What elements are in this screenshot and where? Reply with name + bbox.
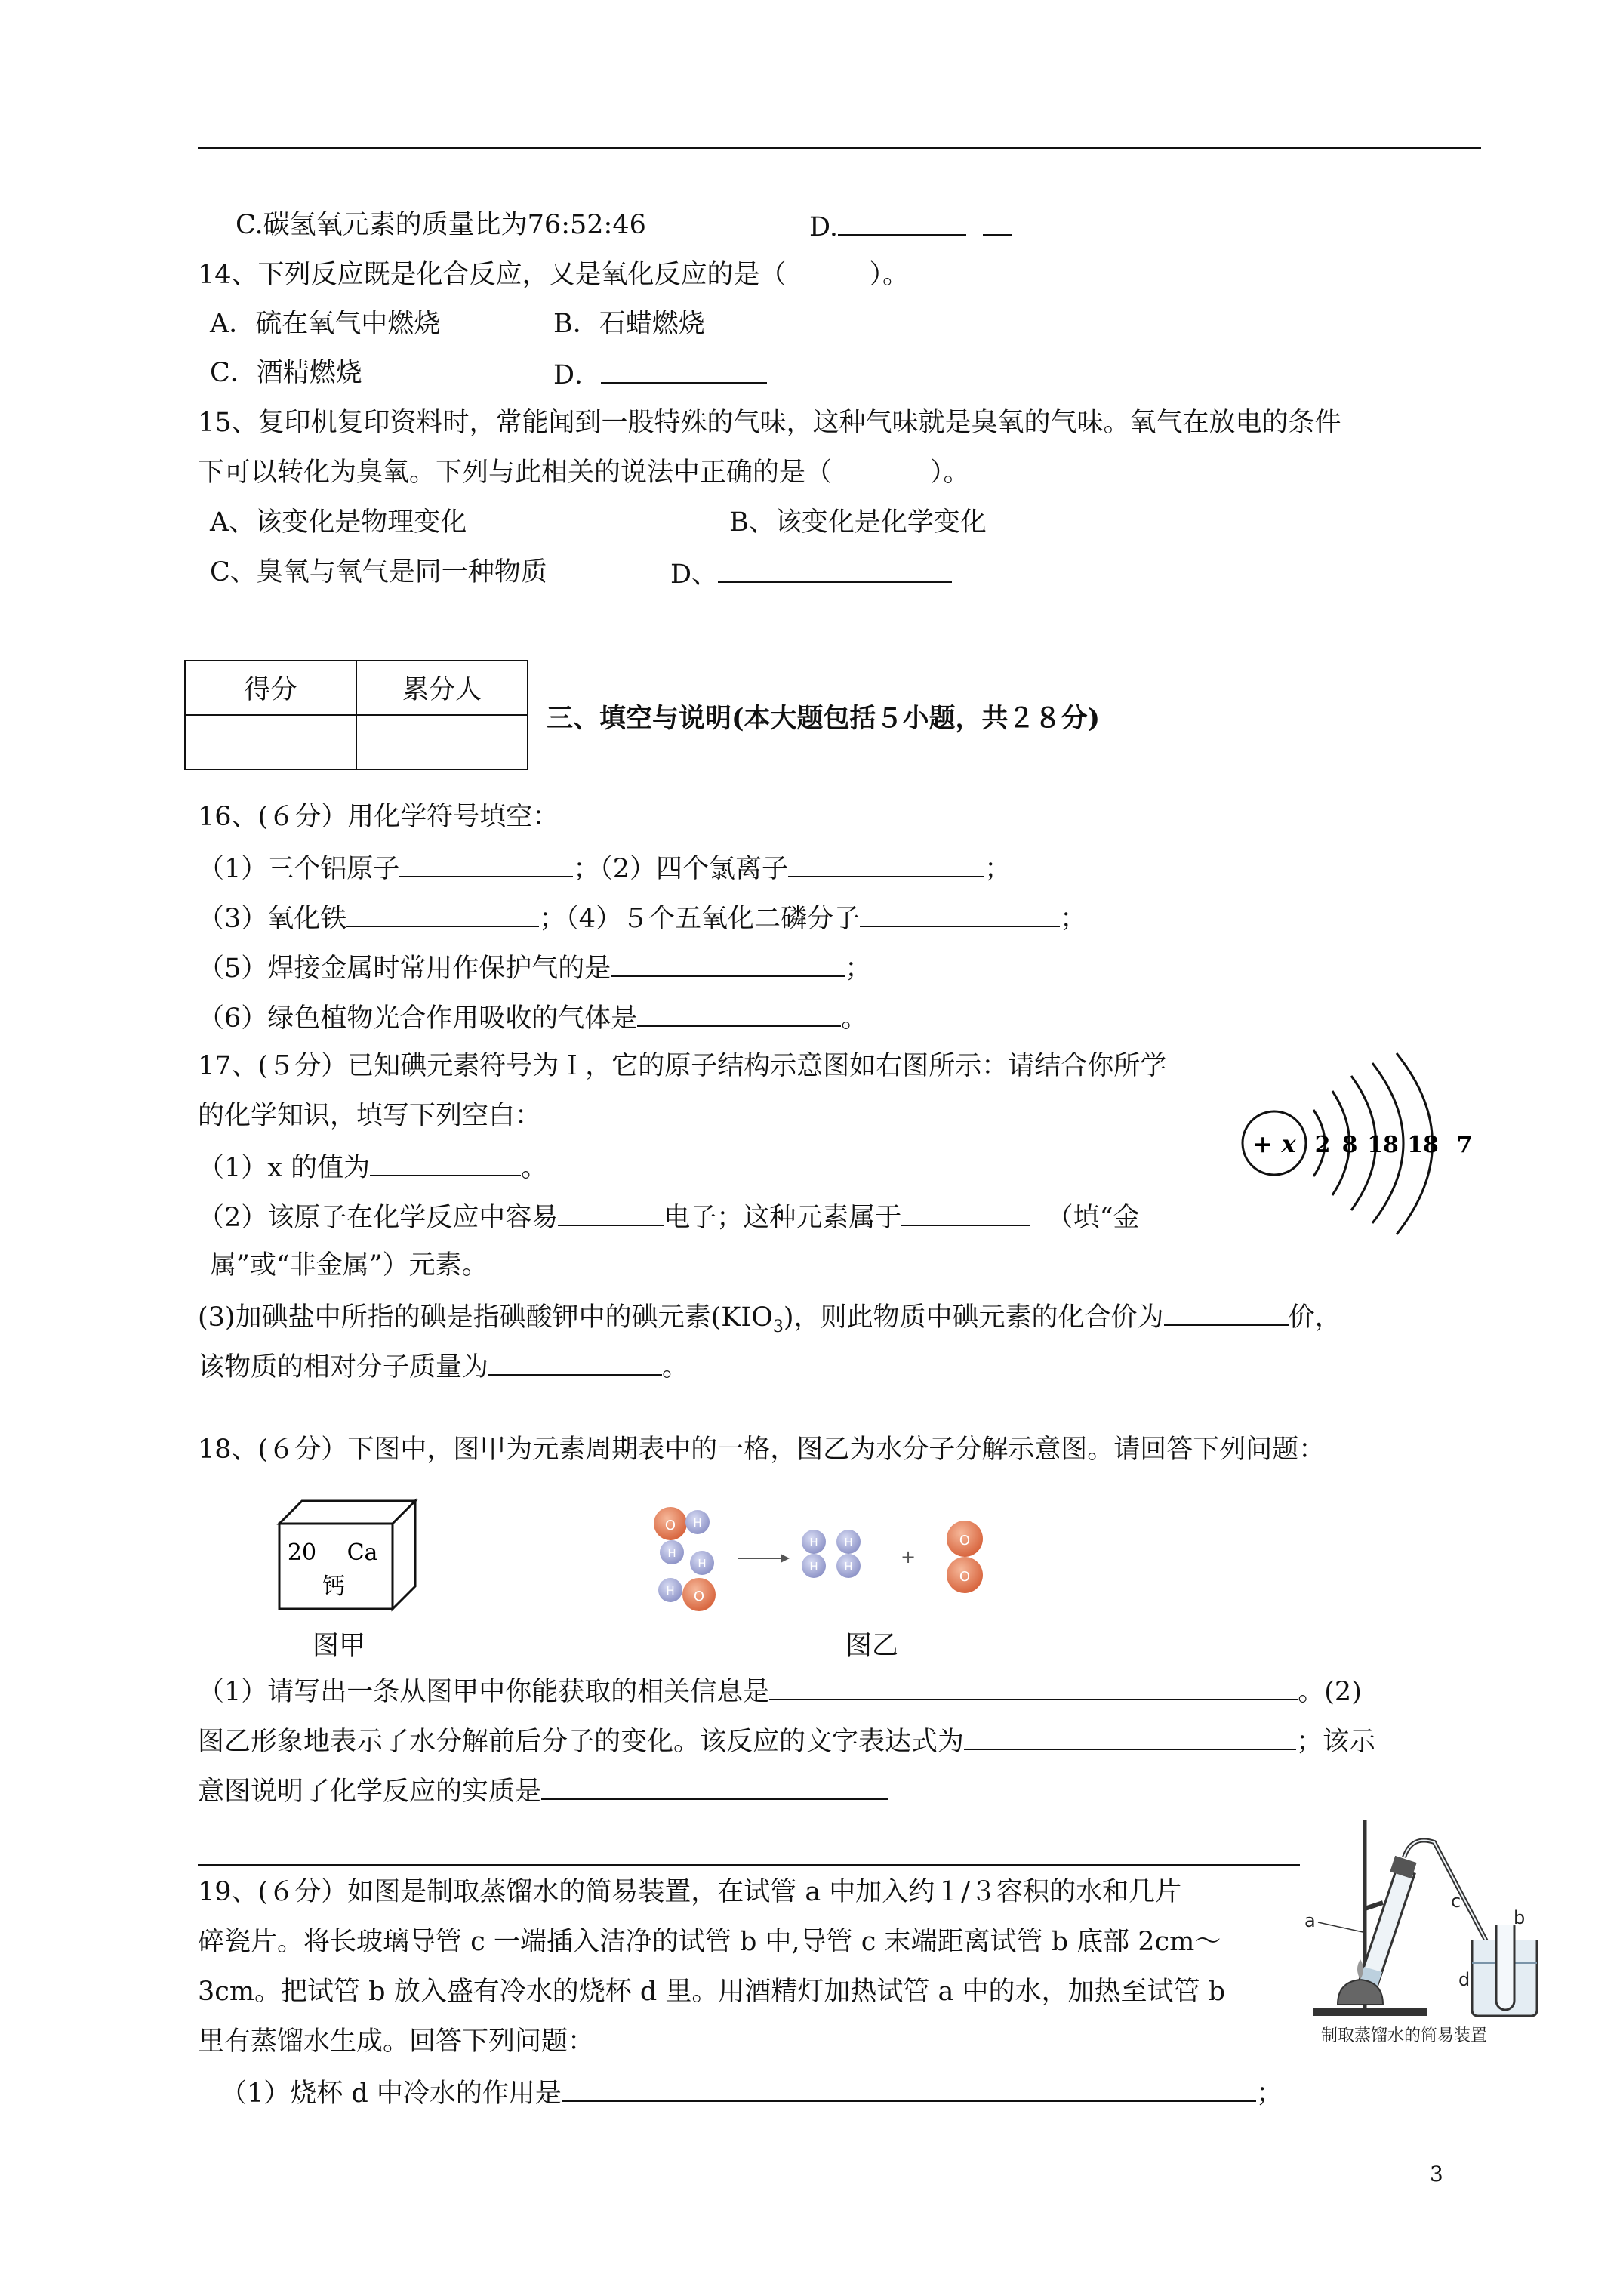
- figure-a-caption: 图甲: [313, 1631, 366, 1661]
- q19-part-1: （1）烧杯 d 中冷水的作用是 ；: [220, 2075, 1283, 2110]
- score-header: 得分: [185, 661, 356, 715]
- answer-blank: [601, 356, 767, 384]
- answer-blank: [611, 950, 845, 977]
- q18-part-3: 意图说明了化学反应的实质是: [198, 1773, 888, 1808]
- q18-stem: 18、(６分）下图中，图甲为元素周期表中的一格，图乙为水分子分解示意图。请回答下列问题：: [198, 1435, 1326, 1465]
- oxygen-label: O: [959, 1533, 971, 1549]
- q14-option-d: D．: [553, 356, 767, 392]
- score-cell: [185, 715, 356, 769]
- q17-line-2: 的化学知识，填写下列空白：: [198, 1101, 542, 1131]
- hydrogen-label: H: [666, 1584, 675, 1598]
- q15-option-c: C、臭氧与氧气是同一种物质: [210, 557, 547, 587]
- nucleus-label: + x: [1252, 1130, 1296, 1158]
- test-tube-b: [1496, 1925, 1514, 2010]
- apparatus-caption: 制取蒸馏水的简易装置: [1321, 2026, 1488, 2045]
- answer-blank: [964, 1723, 1296, 1750]
- shell-count-2: 8: [1341, 1132, 1358, 1158]
- element-symbol: Ca: [346, 1539, 378, 1566]
- hydrogen-label: H: [693, 1516, 702, 1530]
- element-cell-figure: [272, 1493, 423, 1613]
- answer-blank: [558, 1199, 664, 1226]
- page-number: 3: [1430, 2162, 1443, 2187]
- header-rule: [198, 147, 1481, 149]
- hydrogen-label: H: [809, 1560, 818, 1573]
- q13-option-d: D.: [809, 208, 1012, 244]
- oxygen-label: O: [664, 1518, 676, 1533]
- q16-part-3-4: （3）氧化铁 ；（4）５个五氧化二磷分子 ；: [198, 900, 1086, 935]
- distillation-apparatus-figure: [1291, 1812, 1540, 2046]
- hydrogen-label: H: [809, 1536, 818, 1549]
- answer-blank: [838, 208, 966, 236]
- q17-part-2: （2）该原子在化学反应中容易 电子；这种元素属于 （填“金: [198, 1199, 1139, 1234]
- answer-blank: [346, 900, 539, 927]
- oxygen-molecule: [947, 1521, 983, 1593]
- q18-part-2: 图乙形象地表示了水分解前后分子的变化。该反应的文字表达式为 ；该示: [198, 1723, 1375, 1758]
- q14-option-b: B．石蜡燃烧: [553, 309, 705, 339]
- score-table: [184, 660, 528, 770]
- q19-line-2: 碎瓷片。将长玻璃导管 c 一端插入洁净的试管 b 中,导管 c 末端距离试管 b 底部 2cm～: [198, 1927, 1221, 1957]
- hydrogen-molecule-2: [836, 1530, 861, 1578]
- answer-blank: [718, 556, 952, 583]
- grader-cell: [356, 715, 528, 769]
- answer-blank: [637, 1000, 841, 1027]
- answer-blank: [370, 1149, 521, 1176]
- label-d: d: [1458, 1969, 1471, 1990]
- hydrogen-label: H: [844, 1560, 853, 1573]
- q19-line-3: 3cm。把试管 b 放入盛有冷水的烧杯 d 里。用酒精灯加热试管 a 中的水，加热至试管 b: [198, 1977, 1226, 2007]
- q16-part-1-2: （1）三个铝原子 ；（2）四个氯离子 ；: [198, 850, 1011, 886]
- hydrogen-label: H: [698, 1557, 707, 1570]
- plus-sign: +: [900, 1546, 916, 1567]
- shell-count-4: 18: [1407, 1132, 1439, 1158]
- reaction-arrowhead: [781, 1554, 790, 1563]
- figure-b-caption: 图乙: [845, 1631, 899, 1661]
- label-c: c: [1451, 1891, 1461, 1912]
- element-name: 钙: [322, 1573, 345, 1600]
- q19-line-4: 里有蒸馏水生成。回答下列问题：: [198, 2026, 595, 2057]
- shell-count-3: 18: [1367, 1132, 1399, 1158]
- q15-option-d: D、: [670, 556, 952, 591]
- shell-count-1: 2: [1314, 1132, 1331, 1158]
- answer-blank: [541, 1773, 888, 1800]
- label-a-leader: [1318, 1922, 1366, 1933]
- shell-count-5: 7: [1456, 1132, 1473, 1158]
- hydrogen-label: H: [844, 1536, 853, 1549]
- q17-part-2-cont: 属”或“非金属”）元素。: [210, 1250, 488, 1281]
- answer-blank: [562, 2075, 1256, 2102]
- q15-option-a: A、该变化是物理变化: [210, 507, 467, 538]
- q13-option-c: C.碳氢氧元素的质量比为76:52:46: [236, 210, 646, 240]
- answer-blank: [769, 1673, 1298, 1700]
- q15-line-2: 下可以转化为臭氧。下列与此相关的说法中正确的是（ ）。: [198, 458, 970, 488]
- q17-line-1: 17、(５分）已知碘元素符号为Ｉ，它的原子结构示意图如右图所示：请结合你所学: [198, 1051, 1167, 1081]
- q15-line-1: 15、复印机复印资料时，常能闻到一股特殊的气味，这种气味就是臭氧的气味。氧气在放电的条件: [198, 408, 1341, 438]
- answer-blank: [488, 1348, 662, 1376]
- label-b: b: [1514, 1907, 1526, 1928]
- answer-line-long: [198, 1864, 1300, 1866]
- q16-part-6: （6）绿色植物光合作用吸收的气体是 。: [198, 1000, 867, 1035]
- answer-blank: [901, 1199, 1030, 1226]
- answer-blank: [399, 850, 573, 877]
- grader-header: 累分人: [356, 661, 528, 715]
- q17-part-3-cont: 该物质的相对分子质量为 。: [198, 1348, 688, 1384]
- answer-blank: [983, 208, 1012, 236]
- q14-stem: 14、下列反应既是化合反应，又是氧化反应的是（ ）。: [198, 260, 910, 290]
- q17-part-1: （1）x 的值为 。: [198, 1149, 547, 1185]
- answer-blank: [860, 900, 1060, 927]
- q17-part-3: (3)加碘盐中所指的碘是指碘酸钾中的碘元素$(KIO_3)$，则此物质中碘元素的化合价为 价，: [198, 1299, 1341, 1344]
- hydrogen-label: H: [667, 1546, 676, 1560]
- q14-option-a: A．硫在氧气中燃烧: [210, 309, 441, 339]
- water-decomposition-figure: [633, 1501, 1025, 1623]
- clamp: [1365, 1903, 1383, 1909]
- q14-option-c: C．酒精燃烧: [210, 358, 362, 388]
- answer-blank: [1164, 1299, 1289, 1326]
- oxygen-label: O: [959, 1569, 971, 1585]
- q18-part-1: （1）请写出一条从图甲中你能获取的相关信息是 。(2): [198, 1673, 1362, 1709]
- q16-part-5: （5）焊接金属时常用作保护气的是 ；: [198, 950, 871, 985]
- q19-line-1: 19、(６分）如图是制取蒸馏水的简易装置，在试管 a 中加入约１/３容积的水和几片: [198, 1877, 1182, 1907]
- section-3-title: 三、填空与说明(本大题包括５小题，共２８分): [547, 703, 1101, 734]
- iodine-atom-diagram: [1238, 1049, 1487, 1238]
- atomic-number: 20: [287, 1539, 317, 1566]
- q15-option-b: B、该变化是化学变化: [729, 507, 987, 538]
- answer-blank: [788, 850, 984, 877]
- label-a: a: [1304, 1910, 1316, 1931]
- stand-base: [1313, 2008, 1427, 2016]
- q16-stem: 16、(６分）用化学符号填空：: [198, 802, 559, 832]
- hydrogen-molecule-1: [802, 1530, 826, 1578]
- oxygen-label: O: [693, 1589, 705, 1604]
